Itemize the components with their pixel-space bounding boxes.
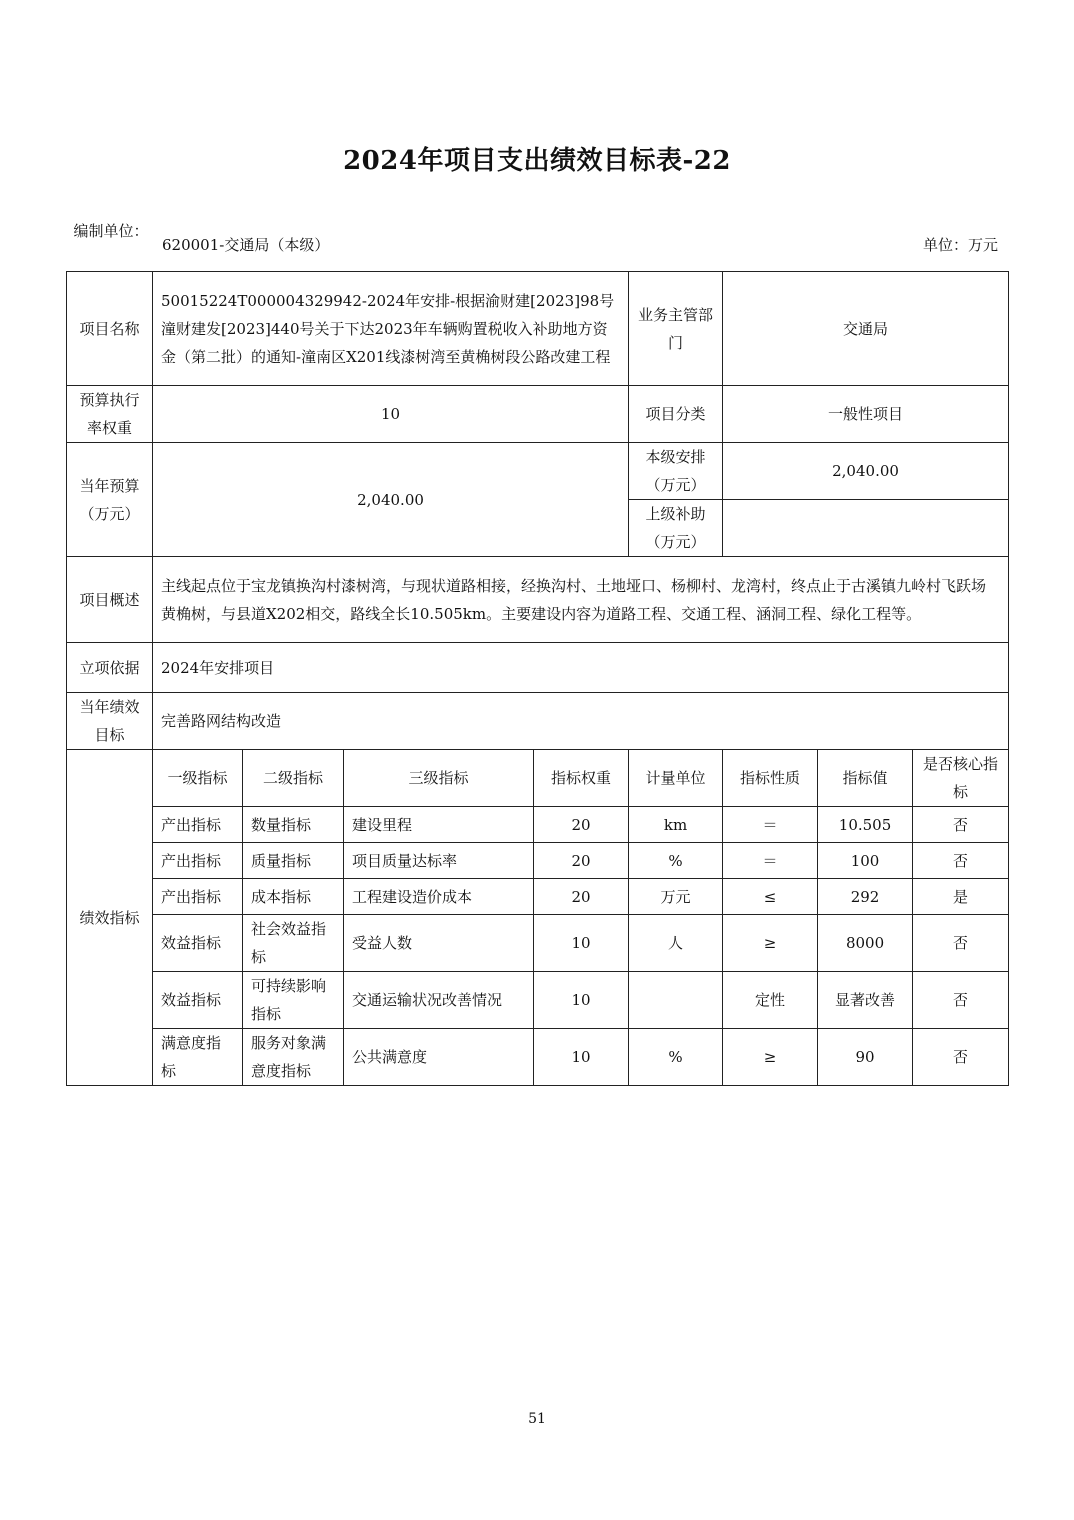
page-number: 51 (528, 1411, 546, 1427)
local-funding-value: 2,040.00 (723, 443, 1009, 500)
header-level3: 三级指标 (344, 750, 534, 807)
overview-value: 主线起点位于宝龙镇换沟村漆树湾，与现状道路相接，经换沟村、土地垭口、杨柳村、龙湾村，终点止于古溪镇九岭村飞跃场黄桷树，与县道X202相交，路线全长10.505km。主要建设内容为道路工程、交通工程、涵洞工程、绿化工程等。 (153, 557, 1009, 643)
overview-label: 项目概述 (67, 557, 153, 643)
indicator-level1: 效益指标 (153, 972, 243, 1029)
indicator-weight: 20 (534, 807, 629, 843)
indicator-unit: % (629, 1029, 723, 1086)
indicator-level3: 公共满意度 (344, 1029, 534, 1086)
indicator-nature: ≥ (723, 915, 818, 972)
header-level1: 一级指标 (153, 750, 243, 807)
header-weight: 指标权重 (534, 750, 629, 807)
indicator-nature: ＝ (723, 807, 818, 843)
header-nature: 指标性质 (723, 750, 818, 807)
indicator-core: 否 (913, 972, 1009, 1029)
upper-funding-value (723, 500, 1009, 557)
indicator-value: 292 (818, 879, 913, 915)
indicator-weight: 20 (534, 843, 629, 879)
table-row (67, 807, 1009, 843)
indicator-level2: 成本指标 (243, 879, 344, 915)
page-title: 2024年项目支出绩效目标表-22 (343, 146, 731, 176)
indicator-level2: 社会效益指标 (243, 915, 344, 972)
basis-label: 立项依据 (67, 643, 153, 693)
basis-value: 2024年安排项目 (153, 643, 1009, 693)
indicator-level2: 服务对象满意度指标 (243, 1029, 344, 1086)
indicator-level3: 工程建设造价成本 (344, 879, 534, 915)
indicator-level1: 产出指标 (153, 843, 243, 879)
overview-row (67, 557, 1009, 643)
project-name-row (67, 272, 1009, 386)
budget-label: 当年预算（万元） (67, 443, 153, 557)
indicator-value: 显著改善 (818, 972, 913, 1029)
indicator-level3: 项目质量达标率 (344, 843, 534, 879)
indicator-nature: ＝ (723, 843, 818, 879)
goal-row (67, 693, 1009, 750)
department-value: 交通局 (723, 272, 1009, 386)
indicator-level2: 数量指标 (243, 807, 344, 843)
indicator-level2: 质量指标 (243, 843, 344, 879)
table-row (67, 843, 1009, 879)
project-name-label: 项目名称 (67, 272, 153, 386)
indicator-unit: 人 (629, 915, 723, 972)
table-row (67, 915, 1009, 972)
budget-row (67, 443, 1009, 500)
header-unit: 计量单位 (629, 750, 723, 807)
indicator-level1: 产出指标 (153, 807, 243, 843)
indicator-nature: 定性 (723, 972, 818, 1029)
currency-unit: 单位：万元 (922, 236, 998, 254)
indicator-weight: 10 (534, 915, 629, 972)
category-label: 项目分类 (629, 386, 723, 443)
indicator-core: 否 (913, 843, 1009, 879)
header-level2: 二级指标 (243, 750, 344, 807)
table-row (67, 879, 1009, 915)
header-value: 指标值 (818, 750, 913, 807)
project-name-value: 50015224T000004329942-2024年安排-根据渝财建[2023]98号潼财建发[2023]440号关于下达2023年车辆购置税收入补助地方资金（第二批）的通知-潼南区X201线漆树湾至黄桷树段公路改建工程 (153, 272, 629, 386)
indicator-level1: 效益指标 (153, 915, 243, 972)
local-funding-label: 本级安排（万元） (629, 443, 723, 500)
indicator-level3: 建设里程 (344, 807, 534, 843)
indicator-core: 否 (913, 1029, 1009, 1086)
indicator-level3: 交通运输状况改善情况 (344, 972, 534, 1029)
compiling-unit-value: 620001-交通局（本级） (162, 236, 330, 254)
performance-indicators-label: 绩效指标 (67, 750, 153, 1086)
basis-row (67, 643, 1009, 693)
indicator-core: 否 (913, 915, 1009, 972)
compiling-unit-label: 编制单位： (73, 222, 149, 240)
indicator-core: 否 (913, 807, 1009, 843)
indicator-weight: 10 (534, 972, 629, 1029)
indicator-nature: ≤ (723, 879, 818, 915)
category-value: 一般性项目 (723, 386, 1009, 443)
indicator-unit: % (629, 843, 723, 879)
indicator-level2: 可持续影响指标 (243, 972, 344, 1029)
indicator-nature: ≥ (723, 1029, 818, 1086)
indicator-unit (629, 972, 723, 1029)
indicator-unit: km (629, 807, 723, 843)
table-row (67, 972, 1009, 1029)
indicator-level1: 产出指标 (153, 879, 243, 915)
department-label: 业务主管部门 (629, 272, 723, 386)
indicator-value: 90 (818, 1029, 913, 1086)
indicator-unit: 万元 (629, 879, 723, 915)
indicator-value: 8000 (818, 915, 913, 972)
budget-value: 2,040.00 (153, 443, 629, 557)
weight-label: 预算执行率权重 (67, 386, 153, 443)
indicator-value: 10.505 (818, 807, 913, 843)
indicator-level3: 受益人数 (344, 915, 534, 972)
weight-value: 10 (153, 386, 629, 443)
table-row (67, 1029, 1009, 1086)
indicator-weight: 10 (534, 1029, 629, 1086)
indicator-value: 100 (818, 843, 913, 879)
upper-funding-label: 上级补助（万元） (629, 500, 723, 557)
indicator-core: 是 (913, 879, 1009, 915)
indicator-weight: 20 (534, 879, 629, 915)
weight-row (67, 386, 1009, 443)
performance-table (66, 271, 1009, 1086)
header-core: 是否核心指标 (913, 750, 1009, 807)
goal-label: 当年绩效目标 (67, 693, 153, 750)
indicator-header-row (67, 750, 1009, 807)
indicator-level1: 满意度指标 (153, 1029, 243, 1086)
goal-value: 完善路网结构改造 (153, 693, 1009, 750)
